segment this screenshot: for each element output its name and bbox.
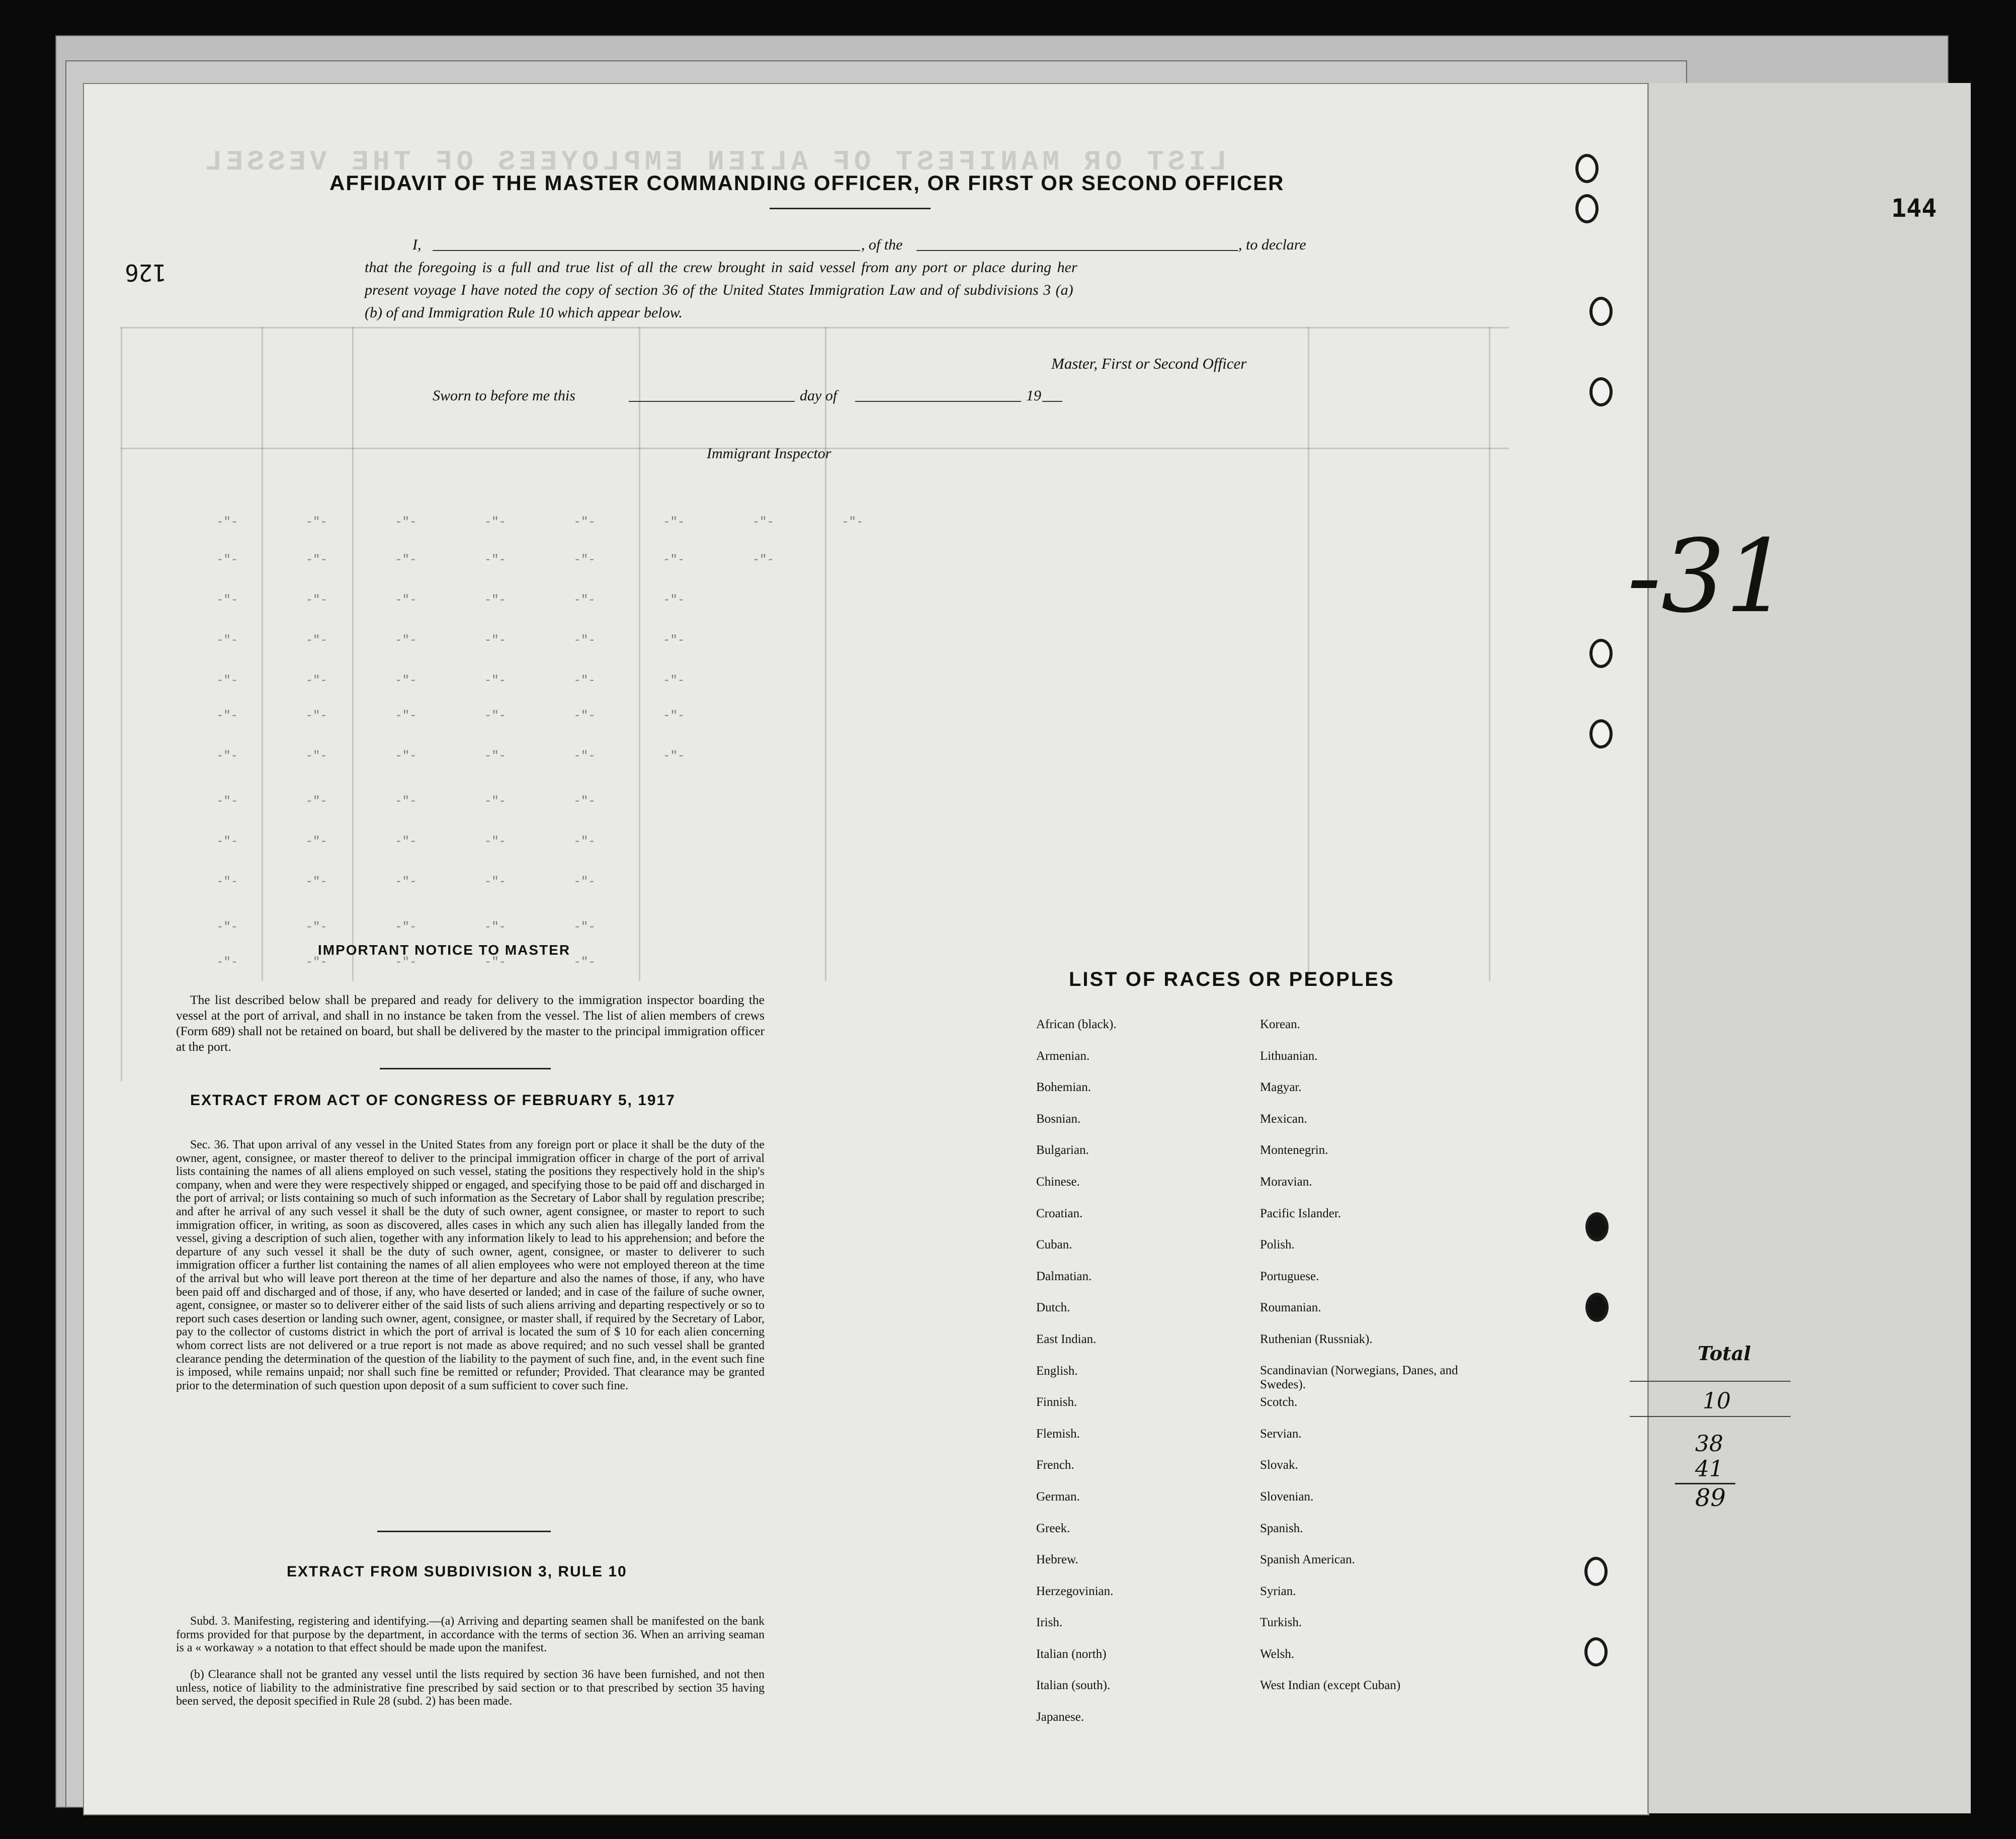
race-item: German. xyxy=(1036,1489,1080,1503)
affidavit-title-rule xyxy=(770,208,931,209)
race-item: Polish. xyxy=(1260,1238,1295,1252)
sworn-month-field[interactable] xyxy=(855,401,1021,402)
bleed-ditto-row: -"- -"- -"- -"- -"- xyxy=(216,835,596,849)
binder-hole-icon xyxy=(1575,154,1599,183)
of-the-label: , of the xyxy=(861,236,903,253)
race-item: Hebrew. xyxy=(1036,1553,1078,1567)
race-item: Moravian. xyxy=(1260,1175,1312,1189)
race-item: Irish. xyxy=(1036,1616,1063,1630)
sheet-number: 144 xyxy=(1891,194,1937,223)
race-item: English. xyxy=(1036,1364,1078,1378)
race-item: Lithuanian. xyxy=(1260,1049,1318,1063)
race-item: Turkish. xyxy=(1260,1616,1302,1630)
day-of-label: day of xyxy=(800,387,837,404)
total-value: 41 xyxy=(1695,1456,1723,1482)
bleed-grid-line xyxy=(121,327,1509,328)
bleed-ditto-row: -"- -"- -"- -"- -"- xyxy=(216,921,596,934)
races-column-2 xyxy=(1260,1017,1496,1710)
total-rule xyxy=(1630,1381,1791,1382)
affidavit-body-line-2: present voyage I have noted the copy of section 36 of the United States Immigration Law and of subdivisions 3 (a) xyxy=(365,282,1073,298)
handwritten-count-mark: -31 xyxy=(1627,518,1790,635)
sworn-year-field[interactable] xyxy=(1042,401,1062,402)
declarant-label: I, xyxy=(412,236,422,253)
total-rule xyxy=(1630,1416,1791,1417)
bleed-ditto-row: -"- -"- -"- -"- -"- -"- xyxy=(216,709,685,723)
races-title: LIST OF RACES OR PEOPLES xyxy=(1069,968,1395,990)
race-item: Greek. xyxy=(1036,1521,1070,1535)
bleed-grid-line xyxy=(639,327,640,981)
race-item: Slovak. xyxy=(1260,1458,1298,1472)
race-item: East Indian. xyxy=(1036,1332,1097,1346)
next-page-edge xyxy=(1647,83,1971,1813)
race-item: Dalmatian. xyxy=(1036,1269,1092,1283)
notice-rule xyxy=(380,1068,551,1069)
inspector-label: Immigrant Inspector xyxy=(707,445,831,462)
bleed-grid-line xyxy=(1489,327,1490,981)
rule-extract-text-a: Subd. 3. Manifesting, registering and identifying.—(a) Arriving and departing seamen shall be manifested on the bank forms provided for that purpose by the department, in accordance with the terms of section 36. When an arriving seaman is a « workaway » a notation to that effect should be made upon the manifest. xyxy=(176,1615,765,1655)
bleed-grid-line xyxy=(1308,327,1309,981)
total-value: 89 xyxy=(1695,1484,1726,1512)
binder-hole-icon xyxy=(1575,194,1599,223)
total-value: 10 xyxy=(1703,1388,1731,1414)
bleed-ditto-row: -"- -"- -"- -"- -"- xyxy=(216,875,596,889)
bleed-grid-line xyxy=(825,327,826,981)
notice-text: The list described below shall be prepared and ready for delivery to the immigration inspector boarding the vessel at the port of arrival, and shall in no instance be taken from the vessel. The list of alien members of crews (Form 689) shall not be retained on board, but shall be delivered by the master to the principal immigration officer at the port. xyxy=(176,992,765,1054)
bleed-ditto-row: -"- -"- -"- -"- -"- -"- xyxy=(216,634,685,647)
sworn-label: Sworn to before me this xyxy=(433,387,575,404)
act-extract-rule xyxy=(377,1531,551,1532)
race-item: Bosnian. xyxy=(1036,1112,1081,1126)
binder-hole-icon xyxy=(1584,1637,1608,1666)
notice-title: IMPORTANT NOTICE TO MASTER xyxy=(318,942,571,958)
bleed-ditto-row: -"- -"- -"- -"- -"- -"- xyxy=(216,674,685,688)
race-item: Scotch. xyxy=(1260,1395,1298,1409)
race-item: Ruthenian (Russniak). xyxy=(1260,1332,1373,1346)
binder-hole-icon xyxy=(1589,639,1613,668)
race-item: Italian (north) xyxy=(1036,1647,1107,1661)
race-item: French. xyxy=(1036,1458,1074,1472)
bleed-ditto-row: -"- -"- -"- -"- -"- -"- xyxy=(216,594,685,607)
race-item: Welsh. xyxy=(1260,1647,1295,1661)
vessel-name-field[interactable] xyxy=(916,250,1238,251)
race-item: Herzegovinian. xyxy=(1036,1584,1114,1598)
rule-extract-title: EXTRACT FROM SUBDIVISION 3, RULE 10 xyxy=(287,1563,627,1580)
binder-hole-icon xyxy=(1589,719,1613,748)
race-item: Scandinavian (Norwegians, Danes, and Swedes). xyxy=(1260,1363,1458,1391)
affidavit-body-line-3: (b) of and Immigration Rule 10 which appear below. xyxy=(365,304,683,321)
race-item: Armenian. xyxy=(1036,1049,1090,1063)
race-item: Italian (south). xyxy=(1036,1679,1111,1693)
race-item: Roumanian. xyxy=(1260,1301,1321,1315)
signature-label: Master, First or Second Officer xyxy=(1051,355,1247,372)
binder-hole-icon xyxy=(1585,1293,1609,1322)
bleed-ditto-row: -"- -"- -"- -"- -"- -"- -"- xyxy=(216,553,774,567)
year-prefix: 19 xyxy=(1026,387,1041,404)
total-value: 38 xyxy=(1695,1431,1723,1457)
bleed-ditto-row: -"- -"- -"- -"- -"- xyxy=(216,956,596,969)
stamped-number: 126 xyxy=(125,259,167,286)
race-item: Bohemian. xyxy=(1036,1080,1091,1095)
race-item: African (black). xyxy=(1036,1018,1117,1031)
race-item: Bulgarian. xyxy=(1036,1143,1089,1157)
bleed-ditto-row: -"- -"- -"- -"- -"- -"- -"- -"- xyxy=(216,516,864,529)
affidavit-title: AFFIDAVIT OF THE MASTER COMMANDING OFFICER, OR FIRST OR SECOND OFFICER xyxy=(329,171,1285,195)
race-item: Japanese. xyxy=(1036,1710,1084,1724)
to-declare-label: , to declare xyxy=(1238,236,1306,253)
rule-extract-text-b: (b) Clearance shall not be granted any vessel until the lists required by section 36 have been furnished, and not then unless, notice of liability to the administrative fine prescribed by said section or to that prescribed by section 35 having been served, the deposit specified in Rule 28 (subd. 2) has been made. xyxy=(176,1668,765,1708)
race-item: Croatian. xyxy=(1036,1206,1083,1220)
race-item: Magyar. xyxy=(1260,1080,1302,1095)
race-item: Korean. xyxy=(1260,1018,1300,1031)
act-extract-text: Sec. 36. That upon arrival of any vessel in the United States from any foreign port or place it shall be the duty of the owner, agent, consignee, or master thereof to deliver to the principal immigration officer in charge of the port of arrival lists containing the names of all aliens employed on such vessel, stating the positions they respectively hold in the ship's company, when and were they were respectively shipped or engaged, and specifying those to be paid off and discharged in the port of arrival; or lists containing so much of such information as the Secretary of Labor shall by regulation prescribe; and after he arrival of any such vessel it shall be the duty of such owner, agent consignee, or master to report to such immigration officer, in writing, as soon as discovered, alles cases in which any such alien has illegally landed from the vessel, giving a description of such alien, together with any information likely to lead to his apprehension; and before the departure of any such vessel it shall be the duty of such owner, agent, consignee, or master to deliverer to such immigration officer a further list containing the names of all alien employees who were not employed thereon at the time of the arrival but who will leave port thereon at the time of her departure and also the names of those, if any, who have been paid off and discharged and of those, if any, who have deserted or landed; and in case of the failure of suche owner, agent, consignee, or master so to deliverer either of the said lists of such aliens arriving and departing respectively or so to report such cases desertion or landing such owner, agent, consignee, or master shall, if required by the Secretary of Labor, pay to the collector of customs district in which the port of arrival is located the sum of $ 10 for each alien concerning whom correct lists are not delivered or a true report is not made as above required; and no such vessel shall be granted clearance pending the determination of the question of the liability to the payment of such fine, and, in the event such fine is imposed, while remains unpaid; nor shall such fine be remitted or refunder; Provided. That clearance may be granted prior to the determination of such question upon deposit of a sum sufficient to cover such fine. xyxy=(176,1138,765,1392)
race-item: Flemish. xyxy=(1036,1427,1080,1441)
total-label: Total xyxy=(1698,1342,1751,1365)
binder-hole-icon xyxy=(1585,1212,1609,1241)
binder-hole-icon xyxy=(1589,297,1613,326)
race-item: Montenegrin. xyxy=(1260,1143,1328,1157)
race-item: Portuguese. xyxy=(1260,1269,1319,1283)
binder-hole-icon xyxy=(1584,1557,1608,1586)
race-item: Mexican. xyxy=(1260,1112,1307,1126)
bleed-ditto-row: -"- -"- -"- -"- -"- xyxy=(216,795,596,808)
bleed-grid-line xyxy=(121,327,122,1081)
race-item: Spanish. xyxy=(1260,1521,1303,1535)
race-item: Chinese. xyxy=(1036,1175,1080,1189)
race-item: Servian. xyxy=(1260,1427,1302,1441)
race-item: Dutch. xyxy=(1036,1301,1070,1315)
race-item: Spanish American. xyxy=(1260,1553,1355,1567)
declarant-name-field[interactable] xyxy=(433,250,860,251)
race-item: Finnish. xyxy=(1036,1395,1077,1409)
races-column-1 xyxy=(1036,1017,1247,1741)
race-item: Slovenian. xyxy=(1260,1489,1314,1503)
bleed-through-header: LIST OR MANIFEST OF ALIEN EMPLOYEES OF THE VESSEL xyxy=(201,146,1227,178)
sworn-day-field[interactable] xyxy=(629,401,795,402)
race-item: Cuban. xyxy=(1036,1238,1072,1252)
race-item: West Indian (except Cuban) xyxy=(1260,1679,1401,1693)
act-extract-title: EXTRACT FROM ACT OF CONGRESS OF FEBRUARY 5, 1917 xyxy=(190,1092,676,1109)
bleed-ditto-row: -"- -"- -"- -"- -"- -"- xyxy=(216,749,685,763)
affidavit-body-line-1: that the foregoing is a full and true list of all the crew brought in said vessel from any port or place during her xyxy=(365,259,1077,276)
race-item: Pacific Islander. xyxy=(1260,1206,1341,1220)
race-item: Syrian. xyxy=(1260,1584,1296,1598)
binder-hole-icon xyxy=(1589,377,1613,406)
